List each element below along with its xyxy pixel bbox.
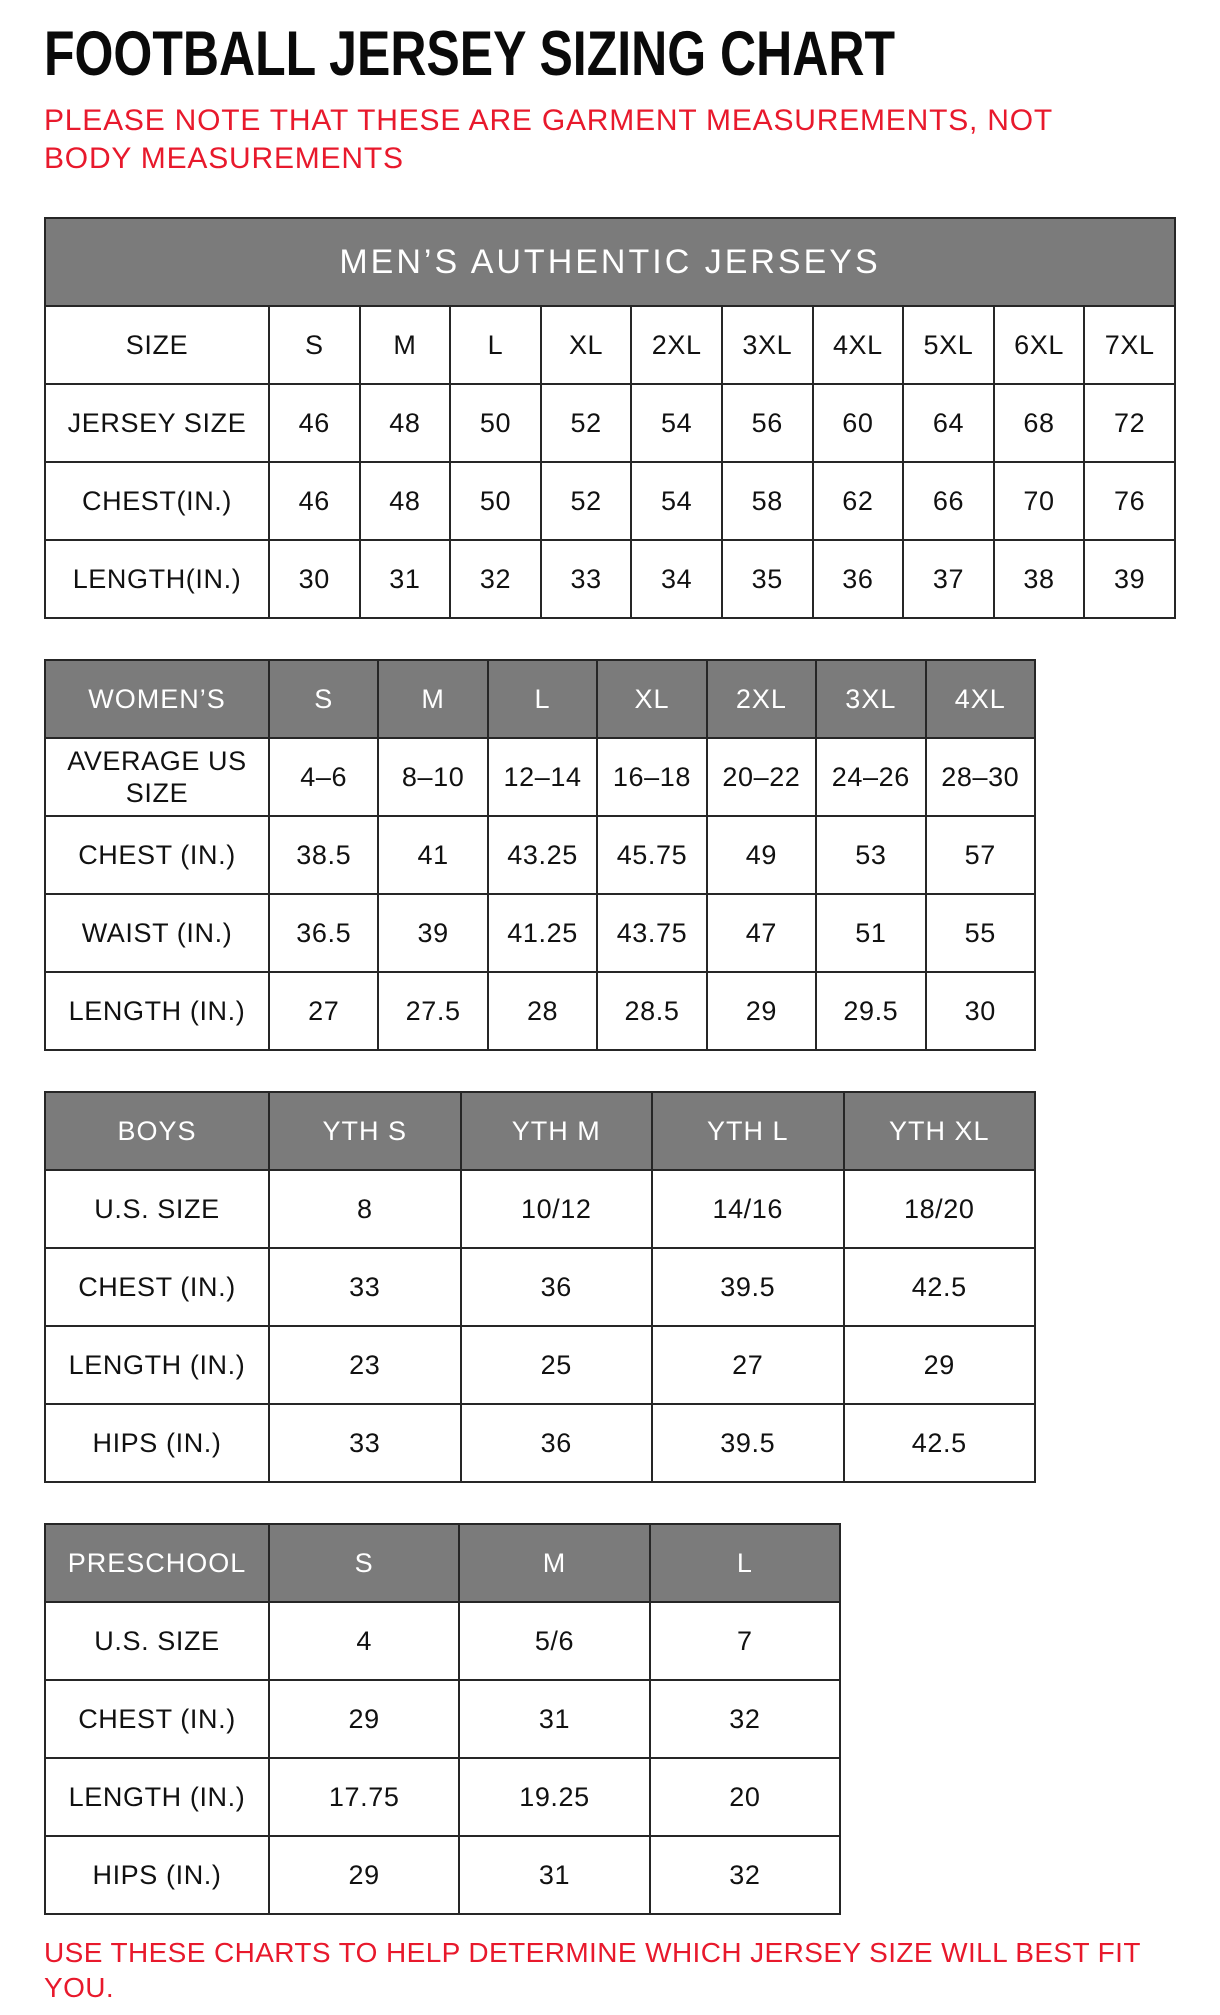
row-label: LENGTH (IN.): [45, 972, 269, 1050]
value-cell: 45.75: [597, 816, 706, 894]
value-cell: 52: [541, 462, 632, 540]
value-cell: 12–14: [488, 738, 597, 816]
value-cell: 30: [269, 540, 360, 618]
value-cell: 28–30: [926, 738, 1035, 816]
value-cell: 42.5: [844, 1248, 1036, 1326]
value-cell: 17.75: [269, 1758, 459, 1836]
table-row: [45, 1836, 840, 1914]
row-label: AVERAGE US SIZE: [45, 738, 269, 816]
value-cell: 36: [461, 1404, 653, 1482]
value-cell: 28.5: [597, 972, 706, 1050]
row-label: LENGTH (IN.): [45, 1758, 269, 1836]
value-cell: 33: [269, 1248, 461, 1326]
value-cell: 60: [813, 384, 904, 462]
value-cell: 41.25: [488, 894, 597, 972]
table-row: [45, 1680, 840, 1758]
mens-authentic-jerseys-banner: MEN’S AUTHENTIC JERSEYS: [45, 218, 1175, 306]
value-cell: 30: [926, 972, 1035, 1050]
value-cell: L: [450, 306, 541, 384]
value-cell: 5XL: [903, 306, 994, 384]
value-cell: 36: [461, 1248, 653, 1326]
boys-column-header: YTH L: [652, 1092, 844, 1170]
value-cell: 29: [269, 1680, 459, 1758]
value-cell: 46: [269, 384, 360, 462]
value-cell: 39.5: [652, 1404, 844, 1482]
value-cell: 68: [994, 384, 1085, 462]
value-cell: S: [269, 306, 360, 384]
table-row: [45, 540, 1175, 618]
value-cell: 25: [461, 1326, 653, 1404]
row-label: HIPS (IN.): [45, 1404, 269, 1482]
table-row: [45, 1248, 1035, 1326]
value-cell: 36: [813, 540, 904, 618]
womens-column-header: 2XL: [707, 660, 816, 738]
table-row: [45, 306, 1175, 384]
row-label: HIPS (IN.): [45, 1836, 269, 1914]
value-cell: 48: [360, 462, 451, 540]
womens-column-header: L: [488, 660, 597, 738]
value-cell: 66: [903, 462, 994, 540]
row-label: CHEST(IN.): [45, 462, 269, 540]
mens-authentic-jerseys-banner-row: [45, 218, 1175, 306]
value-cell: 35: [722, 540, 813, 618]
row-label: CHEST (IN.): [45, 1248, 269, 1326]
value-cell: 5/6: [459, 1602, 649, 1680]
mens-authentic-jerseys-table: [44, 217, 1176, 619]
preschool-column-header: M: [459, 1524, 649, 1602]
value-cell: 7XL: [1084, 306, 1175, 384]
table-row: [45, 1404, 1035, 1482]
value-cell: 48: [360, 384, 451, 462]
value-cell: XL: [541, 306, 632, 384]
value-cell: 29: [844, 1326, 1036, 1404]
womens-header-row: [45, 660, 1035, 738]
value-cell: 39: [378, 894, 487, 972]
value-cell: 58: [722, 462, 813, 540]
value-cell: 20: [650, 1758, 840, 1836]
value-cell: 6XL: [994, 306, 1085, 384]
womens-sizing-table: [44, 659, 1036, 1051]
value-cell: 38.5: [269, 816, 378, 894]
preschool-sizing-table: [44, 1523, 841, 1915]
value-cell: 54: [631, 462, 722, 540]
value-cell: 39: [1084, 540, 1175, 618]
row-label: LENGTH(IN.): [45, 540, 269, 618]
value-cell: 19.25: [459, 1758, 649, 1836]
row-label: JERSEY SIZE: [45, 384, 269, 462]
table-row: [45, 894, 1035, 972]
boys-sizing-table: [44, 1091, 1036, 1483]
table-row: [45, 384, 1175, 462]
value-cell: 43.25: [488, 816, 597, 894]
value-cell: 50: [450, 462, 541, 540]
page-title-text: FOOTBALL JERSEY SIZING CHART: [44, 18, 896, 89]
table-row: [45, 462, 1175, 540]
row-label: U.S. SIZE: [45, 1170, 269, 1248]
value-cell: 37: [903, 540, 994, 618]
value-cell: 62: [813, 462, 904, 540]
value-cell: 46: [269, 462, 360, 540]
table-row: [45, 1326, 1035, 1404]
value-cell: 38: [994, 540, 1085, 618]
value-cell: 29.5: [816, 972, 925, 1050]
table-row: [45, 1170, 1035, 1248]
preschool-column-header: L: [650, 1524, 840, 1602]
value-cell: 47: [707, 894, 816, 972]
value-cell: 14/16: [652, 1170, 844, 1248]
page-title: [44, 18, 1176, 89]
preschool-header-row: [45, 1524, 840, 1602]
value-cell: 31: [459, 1836, 649, 1914]
value-cell: 34: [631, 540, 722, 618]
value-cell: 50: [450, 384, 541, 462]
value-cell: 54: [631, 384, 722, 462]
row-label: WAIST (IN.): [45, 894, 269, 972]
garment-measurements-note: PLEASE NOTE THAT THESE ARE GARMENT MEASUREMENTS, NOT BODY MEASUREMENTS: [44, 104, 1053, 175]
boys-column-header: YTH XL: [844, 1092, 1036, 1170]
row-label: LENGTH (IN.): [45, 1326, 269, 1404]
value-cell: 76: [1084, 462, 1175, 540]
value-cell: 27: [652, 1326, 844, 1404]
value-cell: 10/12: [461, 1170, 653, 1248]
womens-column-header: M: [378, 660, 487, 738]
value-cell: 29: [707, 972, 816, 1050]
value-cell: 49: [707, 816, 816, 894]
womens-header-label: WOMEN’S: [45, 660, 269, 738]
preschool-column-header: S: [269, 1524, 459, 1602]
value-cell: 32: [650, 1680, 840, 1758]
value-cell: 39.5: [652, 1248, 844, 1326]
value-cell: 41: [378, 816, 487, 894]
value-cell: 8: [269, 1170, 461, 1248]
value-cell: 24–26: [816, 738, 925, 816]
value-cell: 23: [269, 1326, 461, 1404]
value-cell: 4: [269, 1602, 459, 1680]
table-row: [45, 1602, 840, 1680]
value-cell: 32: [450, 540, 541, 618]
value-cell: 56: [722, 384, 813, 462]
value-cell: 52: [541, 384, 632, 462]
value-cell: 7: [650, 1602, 840, 1680]
value-cell: 55: [926, 894, 1035, 972]
row-label: CHEST (IN.): [45, 816, 269, 894]
boys-column-header: YTH M: [461, 1092, 653, 1170]
table-row: [45, 972, 1035, 1050]
table-row: [45, 1758, 840, 1836]
value-cell: 16–18: [597, 738, 706, 816]
value-cell: 29: [269, 1836, 459, 1914]
value-cell: 33: [541, 540, 632, 618]
value-cell: 28: [488, 972, 597, 1050]
value-cell: 31: [360, 540, 451, 618]
value-cell: 64: [903, 384, 994, 462]
value-cell: 3XL: [722, 306, 813, 384]
value-cell: 4–6: [269, 738, 378, 816]
womens-column-header: 4XL: [926, 660, 1035, 738]
value-cell: 53: [816, 816, 925, 894]
table-row: [45, 738, 1035, 816]
value-cell: 36.5: [269, 894, 378, 972]
value-cell: 42.5: [844, 1404, 1036, 1482]
row-label: CHEST (IN.): [45, 1680, 269, 1758]
value-cell: 70: [994, 462, 1085, 540]
value-cell: 2XL: [631, 306, 722, 384]
boys-header-row: [45, 1092, 1035, 1170]
value-cell: 31: [459, 1680, 649, 1758]
value-cell: 20–22: [707, 738, 816, 816]
womens-column-header: S: [269, 660, 378, 738]
row-label: U.S. SIZE: [45, 1602, 269, 1680]
womens-column-header: 3XL: [816, 660, 925, 738]
value-cell: 18/20: [844, 1170, 1036, 1248]
value-cell: 32: [650, 1836, 840, 1914]
value-cell: 8–10: [378, 738, 487, 816]
value-cell: 33: [269, 1404, 461, 1482]
value-cell: 43.75: [597, 894, 706, 972]
value-cell: 27: [269, 972, 378, 1050]
fit-advice-note: USE THESE CHARTS TO HELP DETERMINE WHICH JERSEY SIZE WILL BEST FIT YOU.: [44, 1937, 1141, 2003]
value-cell: 57: [926, 816, 1035, 894]
table-row: [45, 816, 1035, 894]
womens-column-header: XL: [597, 660, 706, 738]
value-cell: M: [360, 306, 451, 384]
preschool-header-label: PRESCHOOL: [45, 1524, 269, 1602]
boys-column-header: YTH S: [269, 1092, 461, 1170]
value-cell: 72: [1084, 384, 1175, 462]
row-label: SIZE: [45, 306, 269, 384]
value-cell: 27.5: [378, 972, 487, 1050]
value-cell: 51: [816, 894, 925, 972]
boys-header-label: BOYS: [45, 1092, 269, 1170]
value-cell: 4XL: [813, 306, 904, 384]
